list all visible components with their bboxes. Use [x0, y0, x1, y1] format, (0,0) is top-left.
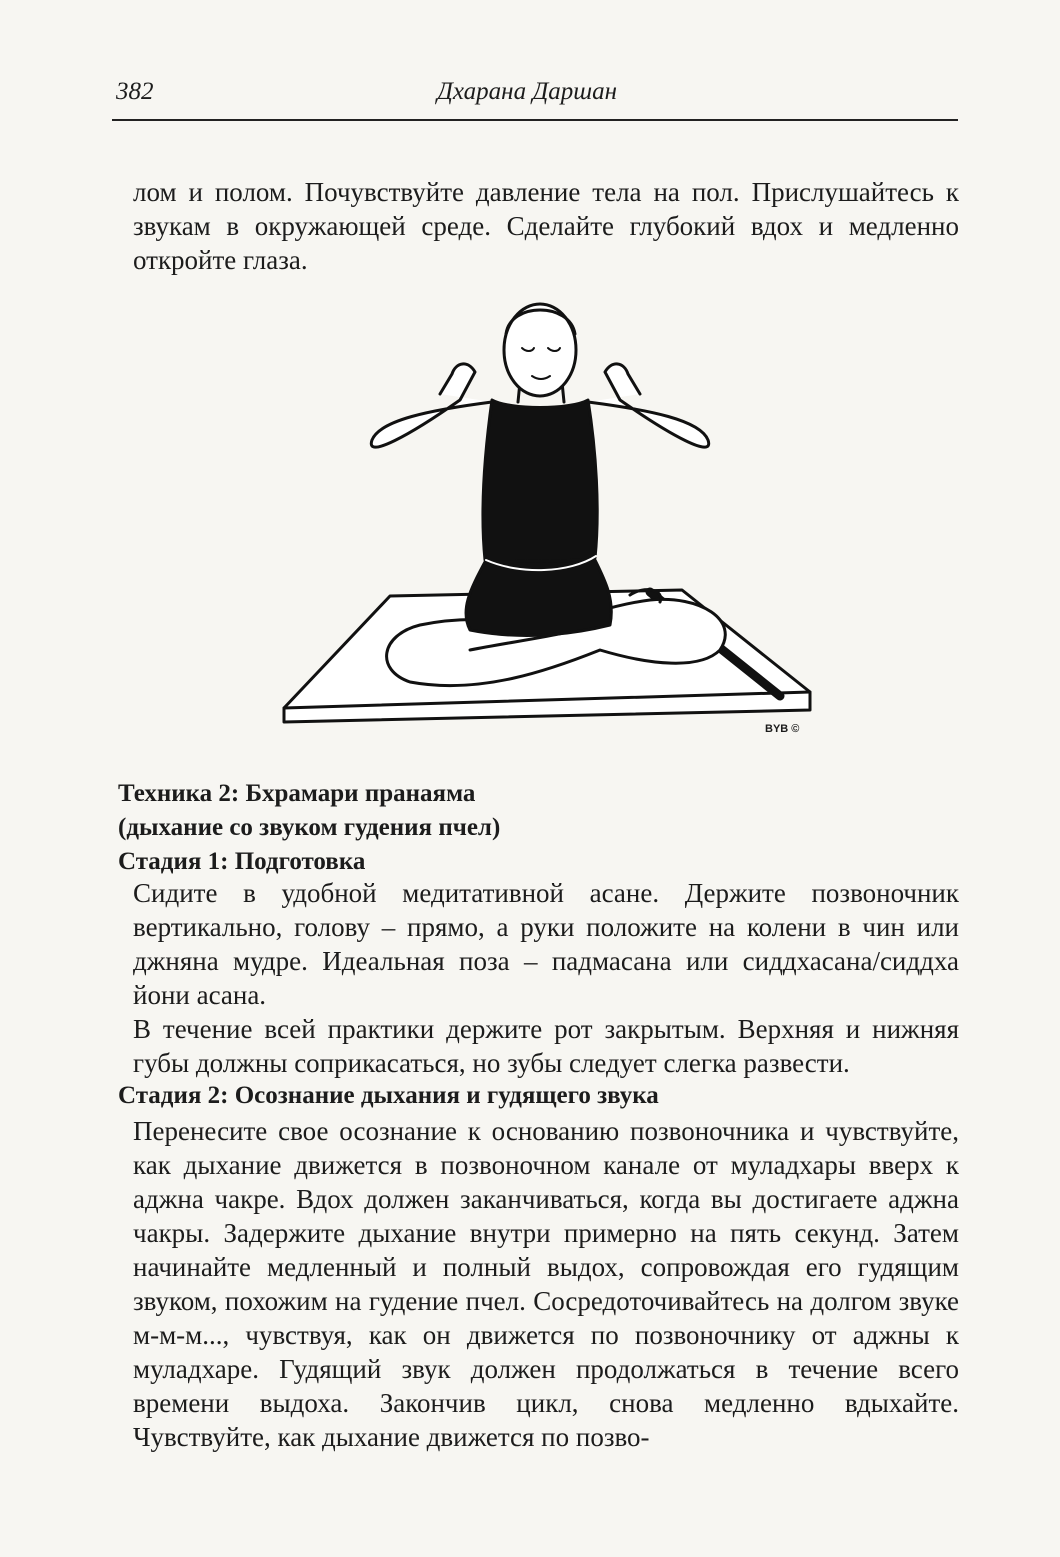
stage1-title: Стадия 1: Подготовка: [118, 848, 366, 875]
running-title: Дхарана Даршан: [437, 78, 618, 105]
running-header: [112, 78, 958, 118]
page-number: 382: [116, 78, 154, 105]
technique-subtitle: (дыхание со звуком гудения пчел): [118, 814, 501, 841]
figure-credit: BYB ©: [765, 723, 800, 735]
technique-title: Техника 2: Бхрамари пранаяма: [118, 780, 476, 807]
stage2-title: Стадия 2: Осознание дыхания и гудящего звука: [118, 1082, 659, 1109]
yoga-figure-illustration: [270, 290, 820, 750]
stage2-paragraph-1: Перенесите свое осознание к основанию позвоночника и чувствуйте, как дыхание движется в позвоночном канале от муладхары вверх к аджна чакре. Вдох должен заканчиваться, когда вы достигаете аджна чакры. Задержите дыхание внутри примерно на пять секунд. Затем начинайте медленный и полный выдох, сопровождая его гудящим звуком, похожим на гудение пчел. Сосредоточивайтесь на долгом звуке м-м-м..., чувствуя, как он движется по позвоночнику от аджны к муладхаре. Гудящий звук должен продолжаться в течение всего времени выдоха. Закончив цикл, снова медленно вдыхайте. Чувствуйте, как дыхание движется по позво-: [133, 1116, 959, 1452]
intro-paragraph: лом и полом. Почувствуйте давление тела на пол. Прислушайтесь к звукам в окружающей среде. Сделайте глубокий вдох и медленно откройте глаза.: [133, 177, 959, 275]
stage1-paragraph-1: Сидите в удобной медитативной асане. Держите позвоночник вертикально, голову – прямо, а руки положите на колени в чин или джняна мудре. Идеальная поза – падмасана или сиддхасана/сиддха йони асана.: [133, 878, 959, 1010]
header-rule: [112, 119, 958, 121]
stage1-paragraph-2: В течение всей практики держите рот закрытым. Верхняя и нижняя губы должны соприкасаться, но зубы следует слегка развести.: [133, 1014, 959, 1078]
